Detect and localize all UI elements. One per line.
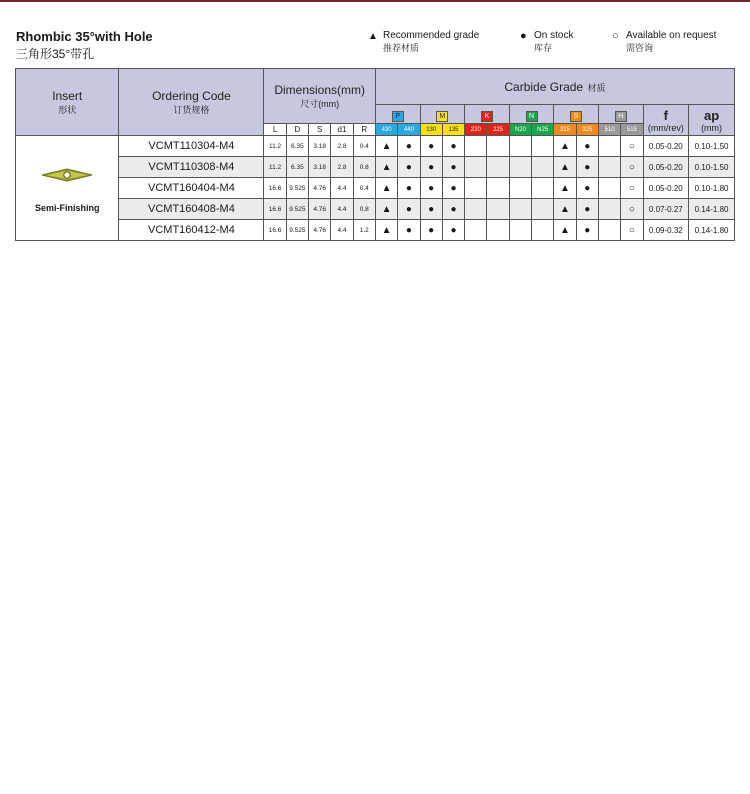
legend-request-cn: 需咨询 <box>626 43 654 53</box>
dim-value: 2.8 <box>331 136 353 157</box>
empty-grade-cell <box>465 136 487 157</box>
recommended-mark: ▲ <box>375 199 397 220</box>
ordering-code: VCMT110304-M4 <box>119 136 264 157</box>
stock-mark: ● <box>420 136 442 157</box>
page-title: Rhombic 35°with Hole <box>16 29 153 44</box>
dim-value: 4.76 <box>309 220 331 241</box>
dim-col-d1: d1 <box>331 124 353 136</box>
header-ap: ap (mm) <box>689 105 735 136</box>
recommended-mark: ▲ <box>375 220 397 241</box>
empty-grade-cell <box>487 178 509 199</box>
stock-mark: ● <box>442 220 464 241</box>
empty-grade-cell <box>465 220 487 241</box>
table-row <box>16 178 735 199</box>
grade-code: 430 <box>375 124 397 136</box>
grade-code: 440 <box>398 124 420 136</box>
dim-col-r: R <box>353 124 375 136</box>
feed-range: 0.05-0.20 <box>643 136 689 157</box>
request-mark: ○ <box>621 178 643 199</box>
stock-mark: ● <box>420 220 442 241</box>
grade-code: N25 <box>532 124 554 136</box>
recommended-mark: ▲ <box>554 220 576 241</box>
stock-mark: ● <box>576 220 598 241</box>
empty-grade-cell <box>509 220 531 241</box>
dim-value: 4.4 <box>331 220 353 241</box>
grade-code: 225 <box>487 124 509 136</box>
grade-code: 220 <box>465 124 487 136</box>
feed-range: 0.07-0.27 <box>643 199 689 220</box>
legend-stock <box>534 30 573 54</box>
triangle-icon: ▲ <box>368 31 378 42</box>
grade-group-n <box>509 105 554 124</box>
stock-mark: ● <box>576 136 598 157</box>
grade-code: 315 <box>554 124 576 136</box>
dim-value: 9.525 <box>286 220 308 241</box>
depth-range: 0.10-1.80 <box>689 178 735 199</box>
top-rule <box>0 0 750 2</box>
dim-value: 9.525 <box>286 199 308 220</box>
dim-value: 11.2 <box>264 136 286 157</box>
grade-group-k <box>465 105 510 124</box>
empty-grade-cell <box>487 199 509 220</box>
table-row <box>16 199 735 220</box>
stock-mark: ● <box>420 157 442 178</box>
dim-value: 9.525 <box>286 178 308 199</box>
grade-code: N20 <box>509 124 531 136</box>
stock-mark: ● <box>398 157 420 178</box>
stock-mark: ● <box>442 199 464 220</box>
dim-value: 6.35 <box>286 157 308 178</box>
empty-grade-cell <box>532 220 554 241</box>
header-dimensions: Dimensions(mm) 尺寸(mm) <box>264 69 376 124</box>
stock-mark: ● <box>420 178 442 199</box>
recommended-mark: ▲ <box>554 178 576 199</box>
recommended-mark: ▲ <box>554 136 576 157</box>
grade-code: 325 <box>576 124 598 136</box>
dim-value: 11.2 <box>264 157 286 178</box>
stock-mark: ● <box>398 199 420 220</box>
stock-mark: ● <box>576 199 598 220</box>
feed-range: 0.09-0.32 <box>643 220 689 241</box>
grade-group-letter: N <box>526 111 538 122</box>
feed-range: 0.05-0.20 <box>643 178 689 199</box>
table-row <box>16 157 735 178</box>
grade-group-m <box>420 105 465 124</box>
dim-value: 4.4 <box>331 178 353 199</box>
dim-value: 3.18 <box>309 157 331 178</box>
legend-recommended-label: Recommended grade <box>383 30 480 41</box>
recommended-mark: ▲ <box>375 157 397 178</box>
legend-recommended <box>383 30 479 54</box>
page-subtitle: 三角形35°带孔 <box>16 47 95 61</box>
grade-group-letter: P <box>392 111 404 122</box>
dim-value: 0.8 <box>353 199 375 220</box>
stock-mark: ● <box>420 199 442 220</box>
feed-range: 0.05-0.20 <box>643 157 689 178</box>
grade-group-letter: K <box>481 111 493 122</box>
dim-col-l: L <box>264 124 286 136</box>
header-carbide-grade: Carbide Grade 材质 <box>375 69 734 105</box>
empty-grade-cell <box>509 199 531 220</box>
empty-grade-cell <box>598 220 620 241</box>
empty-grade-cell <box>598 157 620 178</box>
request-mark: ○ <box>621 157 643 178</box>
grade-code: 130 <box>420 124 442 136</box>
grade-group-letter: M <box>436 111 448 122</box>
dim-col-s: S <box>309 124 331 136</box>
grade-group-h <box>598 105 643 124</box>
stock-mark: ● <box>398 136 420 157</box>
depth-range: 0.10-1.50 <box>689 157 735 178</box>
insert-cell <box>16 136 119 241</box>
legend-request-label: Available on request <box>626 30 717 41</box>
dim-value: 16.6 <box>264 178 286 199</box>
request-mark: ○ <box>621 220 643 241</box>
grade-group-s <box>554 105 599 124</box>
empty-grade-cell <box>487 136 509 157</box>
recommended-mark: ▲ <box>375 178 397 199</box>
grade-code: 510 <box>598 124 620 136</box>
table-row <box>16 136 735 157</box>
grade-group-letter: H <box>615 111 627 122</box>
depth-range: 0.10-1.50 <box>689 136 735 157</box>
stock-mark: ● <box>576 178 598 199</box>
ordering-code: VCMT160408-M4 <box>119 199 264 220</box>
stock-mark: ● <box>398 178 420 199</box>
dim-value: 16.6 <box>264 220 286 241</box>
header-insert: Insert 形状 <box>16 69 119 136</box>
empty-grade-cell <box>487 220 509 241</box>
ordering-code: VCMT160412-M4 <box>119 220 264 241</box>
dim-value: 3.18 <box>309 136 331 157</box>
grade-group-p <box>375 105 420 124</box>
grade-group-letter: S <box>570 111 582 122</box>
legend-request <box>626 30 716 54</box>
empty-grade-cell <box>509 178 531 199</box>
stock-mark: ● <box>442 178 464 199</box>
dim-value: 4.76 <box>309 178 331 199</box>
dim-value: 1.2 <box>353 220 375 241</box>
depth-range: 0.14-1.80 <box>689 220 735 241</box>
request-mark: ○ <box>621 136 643 157</box>
circle-icon: ○ <box>612 30 619 42</box>
legend-stock-cn: 库存 <box>534 43 553 53</box>
header-f: f (mm/rev) <box>643 105 689 136</box>
dot-icon: ● <box>520 30 527 42</box>
empty-grade-cell <box>532 157 554 178</box>
recommended-mark: ▲ <box>375 136 397 157</box>
stock-mark: ● <box>442 136 464 157</box>
empty-grade-cell <box>465 178 487 199</box>
empty-grade-cell <box>532 199 554 220</box>
recommended-mark: ▲ <box>554 157 576 178</box>
empty-grade-cell <box>509 157 531 178</box>
dim-value: 0.4 <box>353 136 375 157</box>
dim-value: 4.76 <box>309 199 331 220</box>
dim-value: 2.8 <box>331 157 353 178</box>
insert-shape-icon <box>40 166 94 184</box>
legend-recommended-cn: 推荐材质 <box>383 43 420 53</box>
ordering-code: VCMT110308-M4 <box>119 157 264 178</box>
empty-grade-cell <box>532 178 554 199</box>
grade-code: 515 <box>621 124 643 136</box>
empty-grade-cell <box>598 136 620 157</box>
stock-mark: ● <box>442 157 464 178</box>
stock-mark: ● <box>398 220 420 241</box>
empty-grade-cell <box>598 199 620 220</box>
dim-value: 16.6 <box>264 199 286 220</box>
empty-grade-cell <box>465 157 487 178</box>
depth-range: 0.14-1.80 <box>689 199 735 220</box>
header-ordering-code: Ordering Code 订货规格 <box>119 69 264 136</box>
legend-stock-label: On stock <box>534 30 574 41</box>
grade-code: 135 <box>442 124 464 136</box>
dim-value: 4.4 <box>331 199 353 220</box>
stock-mark: ● <box>576 157 598 178</box>
table-row <box>16 220 735 241</box>
empty-grade-cell <box>465 199 487 220</box>
dim-col-d: D <box>286 124 308 136</box>
empty-grade-cell <box>509 136 531 157</box>
insert-label: Semi-Finishing <box>34 203 100 213</box>
dim-value: 0.8 <box>353 157 375 178</box>
empty-grade-cell <box>532 136 554 157</box>
request-mark: ○ <box>621 199 643 220</box>
empty-grade-cell <box>487 157 509 178</box>
recommended-mark: ▲ <box>554 199 576 220</box>
ordering-code: VCMT160404-M4 <box>119 178 264 199</box>
empty-grade-cell <box>598 178 620 199</box>
dim-value: 0.4 <box>353 178 375 199</box>
spec-table <box>15 68 735 241</box>
dim-value: 6.35 <box>286 136 308 157</box>
